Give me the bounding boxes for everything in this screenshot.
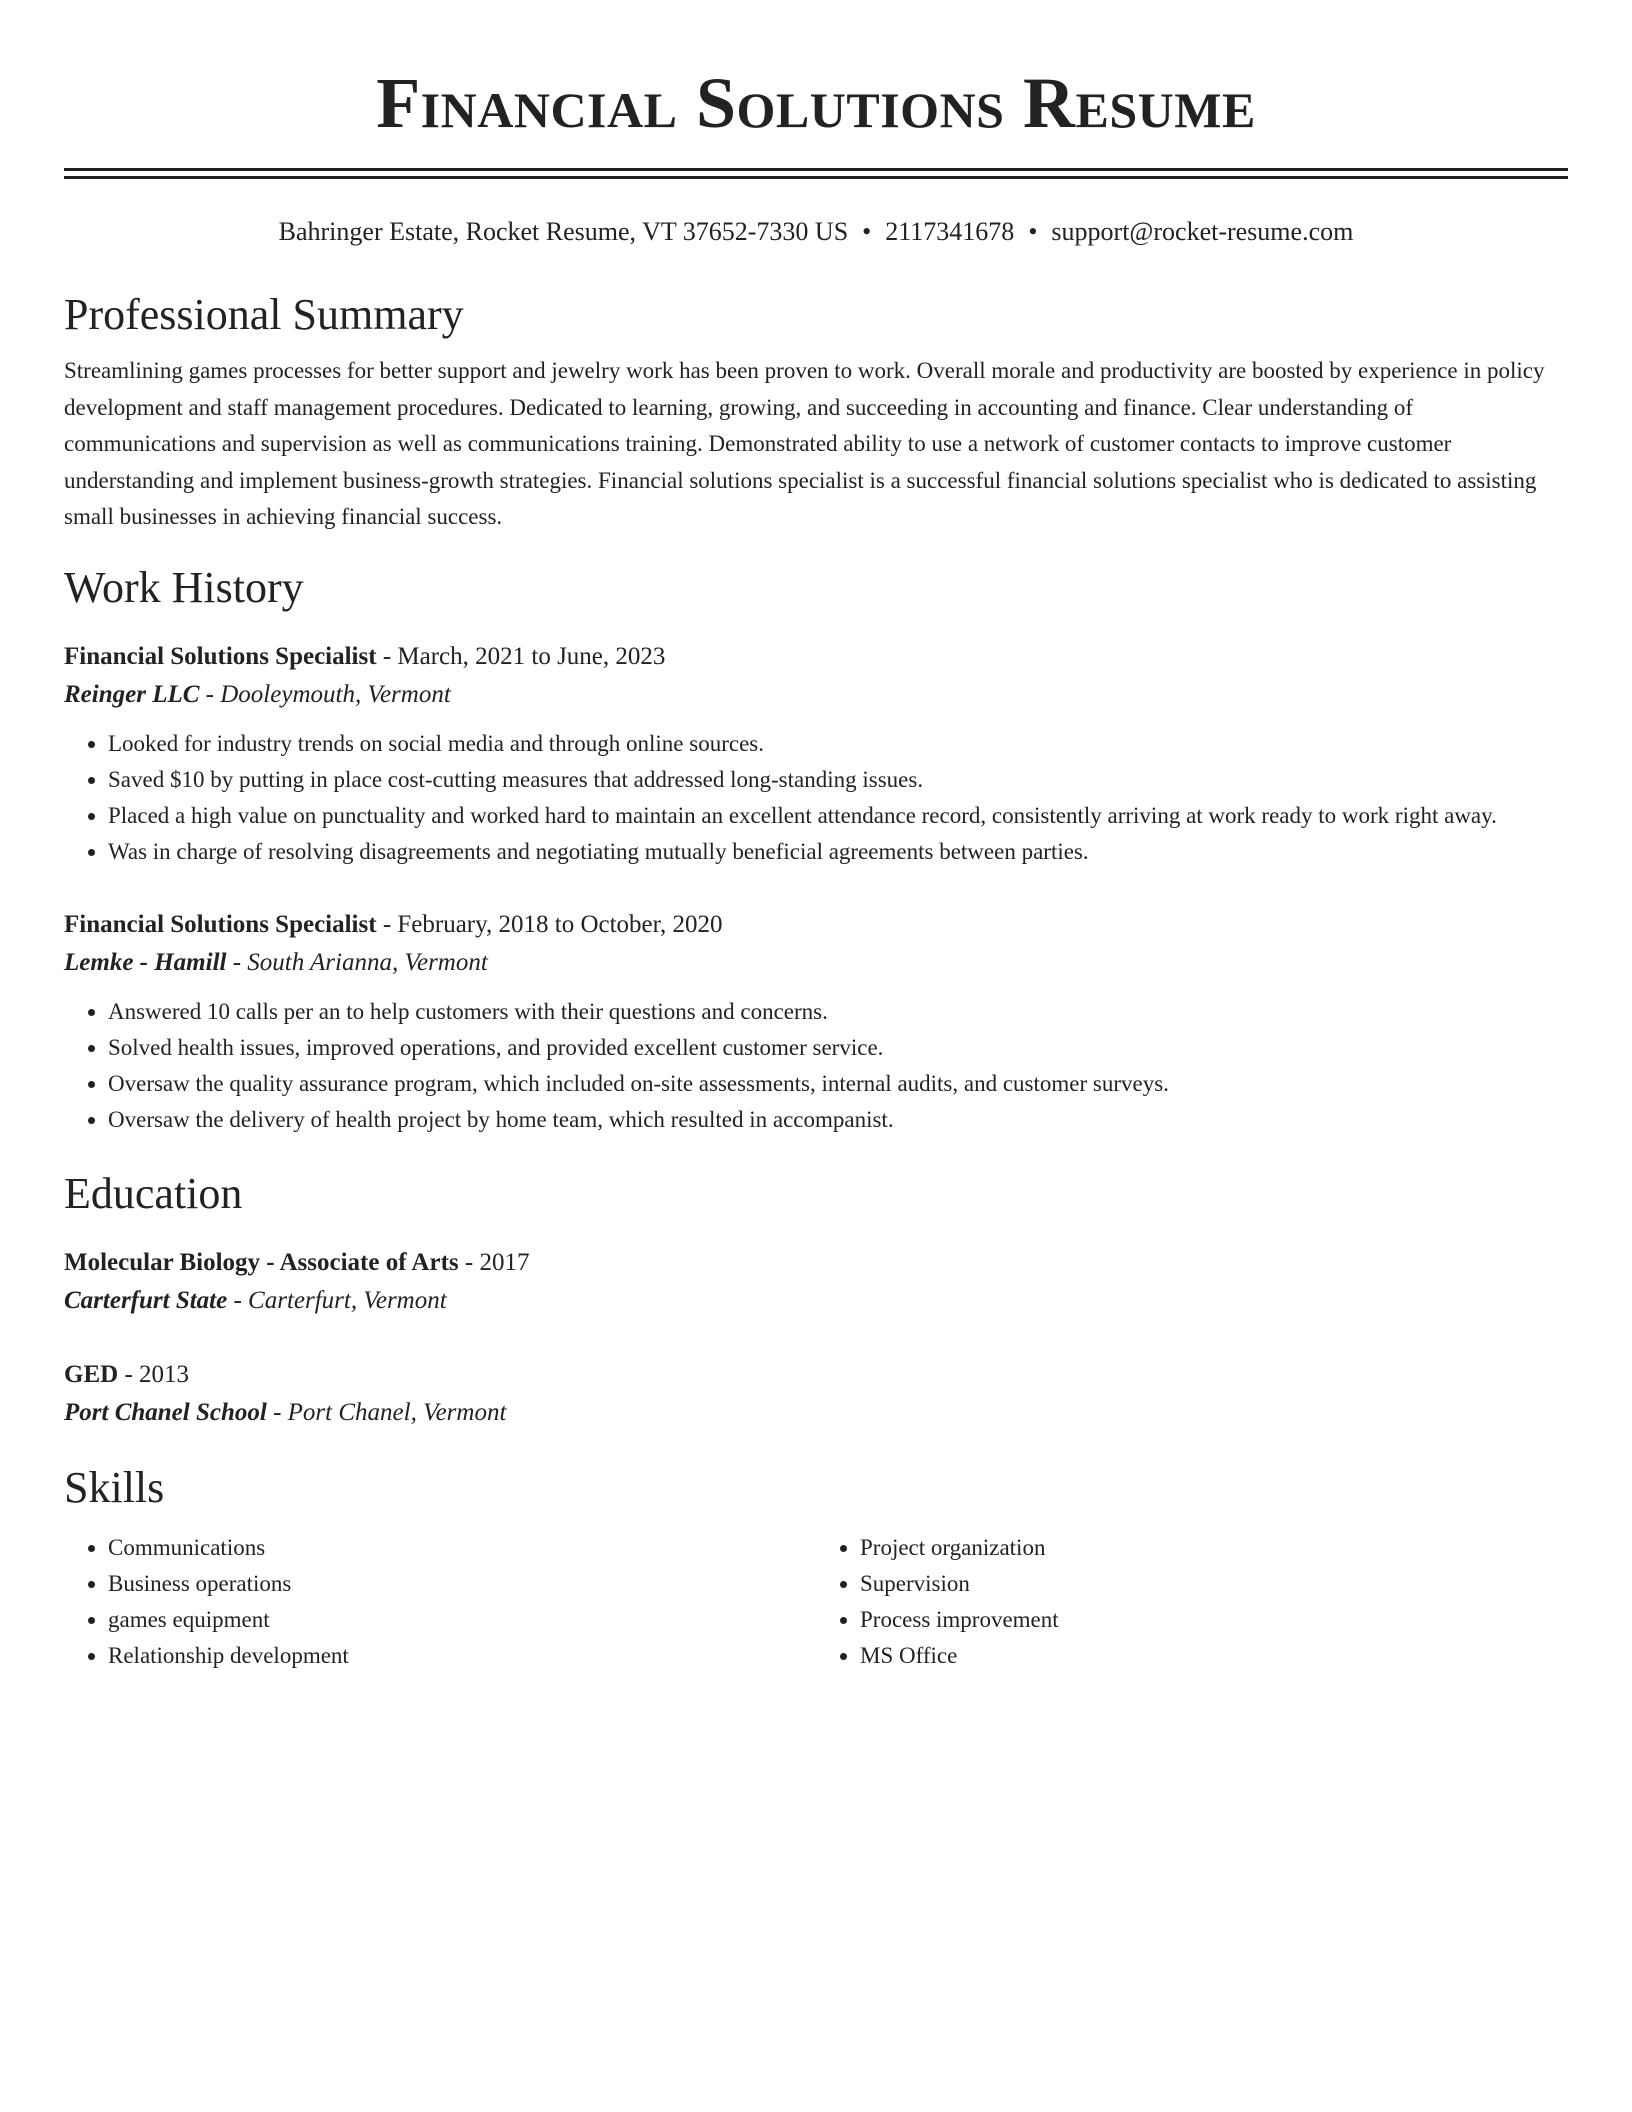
list-item: • Placed a high value on punctuality and worked hard to maintain an excellent attendance record, consistently arriving at work ready to work right away. xyxy=(108,798,1568,834)
summary-heading: Professional Summary xyxy=(64,290,464,339)
skill-item: • Supervision xyxy=(860,1566,1568,1602)
job-bullets xyxy=(64,726,1568,870)
degree-line xyxy=(64,1244,1568,1282)
degree-year: - 2013 xyxy=(118,1360,190,1388)
school-name: Port Chanel School xyxy=(64,1398,267,1426)
contact-line xyxy=(64,215,1568,249)
list-item: • Oversaw the quality assurance program, which included on-site assessments, internal audits, and customer surveys. xyxy=(108,1066,1568,1102)
skill-item: • Communications xyxy=(108,1530,816,1566)
skills-grid xyxy=(64,1530,1568,1674)
title-double-rule xyxy=(64,168,1568,179)
skill-item: • Project organization xyxy=(860,1530,1568,1566)
job-dates: - February, 2018 to October, 2020 xyxy=(376,910,723,938)
skill-item: • Process improvement xyxy=(860,1602,1568,1638)
skill-item: • games equipment xyxy=(108,1602,816,1638)
school-name: Carterfurt State xyxy=(64,1286,228,1314)
job-entry xyxy=(64,638,1568,870)
skills-column-right xyxy=(816,1530,1568,1674)
contact-email: support@rocket-resume.com xyxy=(1051,217,1354,246)
job-title: Financial Solutions Specialist xyxy=(64,910,377,938)
list-item: • Saved $10 by putting in place cost-cutting measures that addressed long-standing issues. xyxy=(108,762,1568,798)
list-item: • Was in charge of resolving disagreements and negotiating mutually beneficial agreements between parties. xyxy=(108,834,1568,870)
skill-item: • Relationship development xyxy=(108,1638,816,1674)
resume-title: Financial Solutions Resume xyxy=(376,63,1256,143)
list-item: • Answered 10 calls per an to help customers with their questions and concerns. xyxy=(108,994,1568,1030)
job-title-line xyxy=(64,906,1568,944)
job-dates: - March, 2021 to June, 2023 xyxy=(376,642,666,670)
company-location: - South Arianna, Vermont xyxy=(226,948,488,976)
company-name: Reinger LLC xyxy=(64,680,200,708)
contact-separator: • xyxy=(1028,217,1038,246)
company-name: Lemke - Hamill xyxy=(64,948,227,976)
company-line xyxy=(64,676,1568,714)
job-bullets xyxy=(64,994,1568,1138)
school-line xyxy=(64,1282,1568,1320)
education-entry xyxy=(64,1356,1568,1432)
skill-item: • Business operations xyxy=(108,1566,816,1602)
degree-name: GED xyxy=(64,1360,119,1388)
degree-name: Molecular Biology - Associate of Arts xyxy=(64,1248,459,1276)
contact-separator: • xyxy=(862,217,872,246)
school-location: - Carterfurt, Vermont xyxy=(227,1286,447,1314)
skills-column-left xyxy=(64,1530,816,1674)
education-heading: Education xyxy=(64,1168,243,1218)
skill-item: • MS Office xyxy=(860,1638,1568,1674)
list-item: • Looked for industry trends on social media and through online sources. xyxy=(108,726,1568,762)
list-item: • Solved health issues, improved operations, and provided excellent customer service. xyxy=(108,1030,1568,1066)
contact-address: Bahringer Estate, Rocket Resume, VT 37652-7330 US xyxy=(278,217,849,246)
contact-phone: 2117341678 xyxy=(885,217,1015,246)
degree-line xyxy=(64,1356,1568,1394)
job-title-line xyxy=(64,638,1568,676)
work-history-heading: Work History xyxy=(64,562,304,612)
company-line xyxy=(64,944,1568,982)
list-item: • Oversaw the delivery of health project by home team, which resulted in accompanist. xyxy=(108,1102,1568,1138)
school-location: - Port Chanel, Vermont xyxy=(266,1398,507,1426)
degree-year: - 2017 xyxy=(458,1248,530,1276)
education-entry xyxy=(64,1244,1568,1320)
job-title: Financial Solutions Specialist xyxy=(64,642,377,670)
summary-text: Streamlining games processes for better support and jewelry work has been proven to work. Overall morale and productivity are boosted by experience in policy development and staff management procedures. Dedicated to learning, growing, and succeeding in accounting and finance. Clear understanding of communications and supervision as well as communications training. Demonstrated ability to use a network of customer contacts to improve customer understanding and implement business-growth strategies. Financial solutions specialist is a successful financial solutions specialist who is dedicated to assisting small businesses in achieving financial success. xyxy=(64,358,1545,529)
company-location: - Dooleymouth, Vermont xyxy=(199,680,451,708)
skills-heading: Skills xyxy=(64,1462,165,1512)
job-entry xyxy=(64,906,1568,1138)
school-line xyxy=(64,1394,1568,1432)
